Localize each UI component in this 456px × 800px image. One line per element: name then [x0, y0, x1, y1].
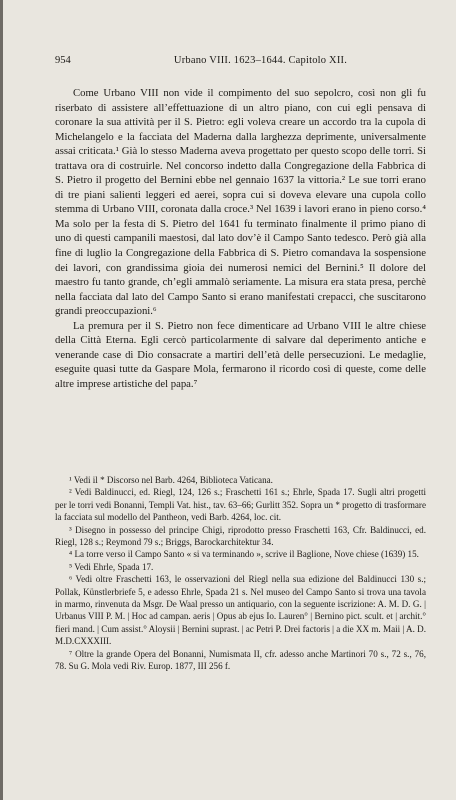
page-header [55, 55, 426, 66]
footnote: ⁷ Oltre la grande Opera del Bonanni, Numismata II, cfr. adesso anche Martinori 70 s., 72 s., 76, 78. Su G. Mola vedi Riv. Europ. 1877, III 256 f. [55, 648, 426, 672]
footnote: ⁴ La torre verso il Campo Santo « si va terminando », scrive il Baglione, Nove chiese (1639) 15. [69, 549, 419, 560]
main-text [55, 86, 426, 391]
footnote: ⁵ Vedi Ehrle, Spada 17. [69, 561, 154, 572]
footnotes [55, 474, 426, 673]
footnote: ³ Disegno in possesso del principe Chigi, riprodotto presso Fraschetti 163, Cfr. Baldinucci, ed. Riegl, 128 s.; Reymond 79 s.; Briggs, Barockarchitektur 34. [55, 524, 426, 548]
footnote: ² Vedi Baldinucci, ed. Riegl, 124, 126 s.; Fraschetti 161 s.; Ehrle, Spada 17. Sugli altri progetti per le torri vedi Bonanni, Templi Vat. hist., tav. 63–66; Gurlitt 352. Sopra un * progetto di trasformare la facciata sul modello del Pantheon, vedi Barb. 4264, loc. cit. [55, 487, 426, 523]
footnote: ⁶ Vedi oltre Fraschetti 163, le osservazioni del Riegl nella sua edizione del Baldinucci 130 s.; Pollak, Künstlerbriefe 5, e adesso Ehrle, Spada 21 s. Nel museo del Campo Santo si trova una tavola in marmo, rinvenuta da Msgr. De Waal presso un antiquario, con la seguente iscrizione: A. M. D. G. | Urbanus VIII P. M. | Hoc ad campan. aeris | Opus ab ejus Io. Lauren° | Bernino pict. scult. et | archit.° fieri mand. | Cum assist.° Aloysii | Bernini suprast. | ac Petri P. Drei factoris | a die XX m. Maii | A. D. M.D.CXXXIII. [55, 574, 426, 647]
page-number: 954 [55, 55, 71, 66]
footnote: ¹ Vedi il * Discorso nel Barb. 4264, Biblioteca Vaticana. [69, 475, 273, 485]
body-paragraph: Come Urbano VIII non vide il compimento del suo sepolcro, così non gli fu riserbato di assistere all’effettuazione di un altro piano, con cui egli pensava di coronare la sua attività per il S. Pietro: egli voleva creare un accordo tra la cupola di Michelangelo e la facciata del Maderna dalla larghezza deprimente, universalmente assai criticata.¹ Già lo stesso Maderna aveva progettato per questo scopo delle torri. Si trattava ora di costruirle. Nel concorso indetto dalla Congregazione della Fabbrica di S. Pietro il progetto del Bernini ebbe nel gennaio 1637 la vittoria.² Le sue torri erano di tre piani salienti leggeri ed aerei, sopra cui si doveva elevare una cupola collo stemma di Urbano VIII, coronata dalla croce.³ Nel 1639 i lavori erano in pieno corso.⁴ Ma solo per la festa di S. Pietro del 1641 fu terminato finalmente il primo piano di uno di questi campanili maestosi, dal lato dov’è il Campo Santo tedesco. Però già alla fine di luglio la Congregazione della Fabbrica di S. Pietro comandava la sospensione dei lavori, con grandissima gioia dei numerosi nemici del Bernini.⁵ Il dolore del maestro fu tanto grande, ch’egli ammalò seriamente. La misura era stata presa, perchè nella facciata dal lato del Campo Santo si erano manifestati crepacci, che suscitarono grandi preoccupazioni.⁶ [55, 87, 426, 318]
body-paragraph: La premura per il S. Pietro non fece dimenticare ad Urbano VIII le altre chiese della Città Eterna. Egli cercò particolarmente di salvare dal deperimento antiche e venerande case di Dio consacrate a martiri dell’età delle persecuzioni. Le medaglie, eseguite quasi tutte da Gaspare Mola, fermarono il ricordo così di queste, come delle altre imprese artistiche del papa.⁷ [55, 319, 426, 390]
running-title: Urbano VIII. 1623–1644. Capitolo XII. [173, 55, 348, 66]
